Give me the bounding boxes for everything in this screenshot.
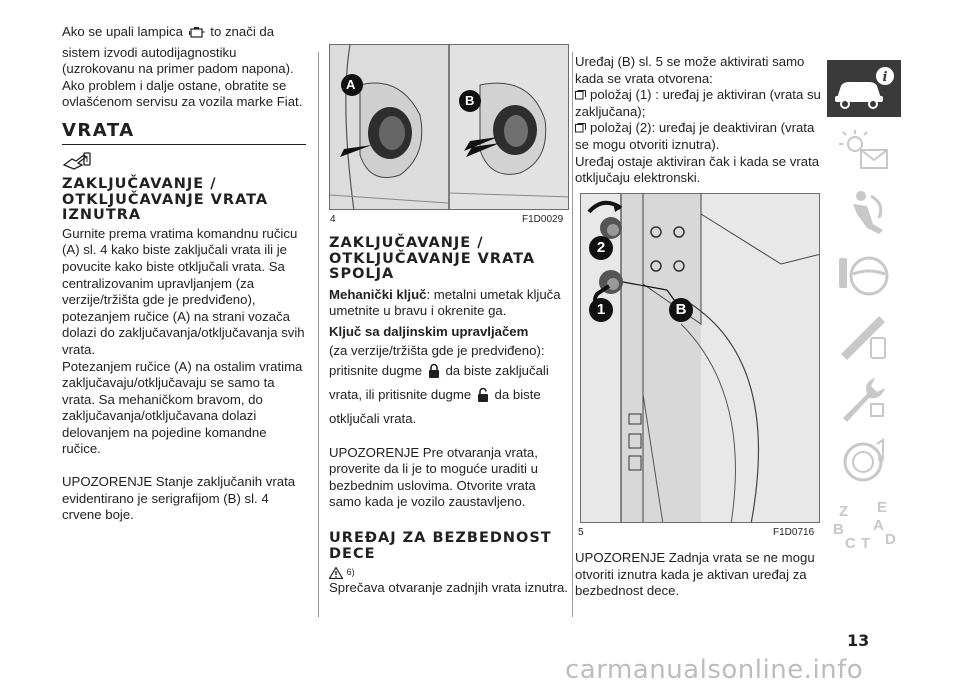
section-divider [62,144,306,145]
figure-5-code: F1D0716 [773,527,815,538]
hand-key-icon [62,151,306,171]
column-3 [575,54,821,187]
warning-opening-doors: UPOZORENJE Pre otvaranja vrata, proverite da li je to moguće uraditi u bezbednim uslovima. Otvorite vrata samo kada je vozilo zaustavljeno. [329,444,538,510]
index-letter: B [833,521,844,538]
figure-5-number: 5 [578,527,584,538]
heading-child-safety: UREĐAJ ZA BEZBEDNOST DECE [329,529,552,562]
figure-4-door-lever [329,44,569,210]
figure-4-number: 4 [330,214,336,225]
warning-rear-doors: UPOZORENJE Zadnja vrata se ne mogu otvoriti iznutra kada je aktivan uređaj za bezbednost dece. [575,550,815,599]
position-1-badge: 1 [589,298,613,322]
position-2-badge: 2 [589,236,613,260]
paragraph-other-doors: Potezanjem ručice (A) na ostalim vratima zaključavaju/otključavaju se samo ta vrata. Sa mehaničkom bravom, do zaključavanja/otključavana dolazi delovanjem na pojedine komandne ručice. [62,358,303,457]
remote-key-label: Ključ sa daljinskim upravljačem [329,323,529,339]
device-b-badge: B [669,298,693,322]
child-safety-paragraph: Sprečava otvaranje zadnjih vrata iznutra. [329,580,568,596]
chapter-tab-maintenance[interactable] [827,370,901,427]
lock-closed-icon [428,363,440,385]
warning-serigraphy: UPOZORENJE Stanje zaključanih vrata evidentirano je serigrafijom (B) sl. 4 crvene boje. [62,474,296,523]
intro-paragraph [62,24,306,111]
remote-key-paragraph [329,341,569,429]
figure-4-code: F1D0029 [522,214,564,225]
section-title: VRATA [62,119,135,141]
lock-open-icon [477,387,489,409]
chapter-tab-dashboard-lights[interactable] [827,122,901,179]
chapter-sidebar [827,60,901,620]
position-2-text: položaj (2): uređaj je deaktiviran (vrata se mogu otvoriti iznutra). [575,120,815,152]
remote-text-1: (za verzije/tržišta gde je predviđeno): pritisnite dugme [329,342,545,378]
page-number: 13 [847,631,870,650]
column-divider-1 [318,52,319,617]
index-letter: D [885,531,896,548]
chapter-tab-index[interactable] [827,494,901,551]
chapter-tab-starting-driving[interactable] [827,246,901,303]
chapter-tab-emergency[interactable] [827,308,901,365]
remote-text-2: da biste zaključali vrata, ili pritisnite dugme [329,362,549,402]
intro-rest-text: to znači da sistem izvodi autodijagnostiku (uzrokovanu na primer padom napona). Ako problem i dalje ostane, obratite se ovlašćenom servisu za vozila marke Fiat. [62,24,303,110]
bullet-icon [575,88,586,98]
chapter-tab-safety[interactable] [827,184,901,241]
engine-warning-icon [189,26,205,45]
index-letter: C [845,535,856,551]
position-1-item [575,87,821,120]
index-letter: Z [839,503,849,520]
index-letter: E [877,499,888,516]
index-letter: T [861,535,871,551]
bullet-icon [575,121,586,131]
warning-note [329,564,569,580]
device-intro: Uređaj (B) sl. 5 se može aktivirati samo kada se vrata otvorena: [575,54,805,86]
note-reference: 6) [346,567,355,578]
paragraph-inside-lever: Gurnite prema vratima komandnu ručicu (A) sl. 4 kako biste zaključali vrata ili je povucite kako biste otključali vrata. Sa centralizovanim upravljanjem (za verzije/tržišta gde je predviđeno), potezanjem ručice (A) na strani vozača dolazi do zaključavanja/otključavanja svih vrata. [62,225,305,357]
column-divider-2 [572,52,573,617]
position-1-text: položaj (1) : uređaj je aktiviran (vrata su zaključana); [575,87,821,119]
svg-text:i: i [882,70,888,85]
mechanical-key-label: Mehanički ključ [329,286,427,302]
watermark: carmanualsonline.info [565,655,864,683]
column-2 [329,236,569,597]
chapter-tab-multimedia[interactable] [827,432,901,489]
figure-5-child-lock [580,193,820,523]
position-2-item [575,120,821,153]
mechanical-key-text: : metalni umetak ključa umetnite u bravu i okrenite ga. [329,286,561,319]
figure-4-label-b: B [465,93,475,108]
heading-outside-locking: ZAKLJUČAVANJE / OTKLJUČAVANJE VRATA SPOLJA [329,235,536,283]
column-3-bottom [575,550,821,600]
index-letter: A [873,517,884,534]
heading-inside-locking: ZAKLJUČAVANJE / OTKLJUČAVANJE VRATA IZNUTRA [62,175,269,224]
device-remains-active: Uređaj ostaje aktiviran čak i kada se vrata otključaju elektronski. [575,153,820,186]
mechanical-key-paragraph [329,287,569,320]
figure-4-label-a: A [346,77,356,92]
remote-text-3: da biste otključali vrata. [329,386,541,426]
column-1 [62,24,306,524]
chapter-tab-vehicle-info[interactable] [827,60,901,117]
intro-text: Ako se upali lampica [62,24,183,39]
